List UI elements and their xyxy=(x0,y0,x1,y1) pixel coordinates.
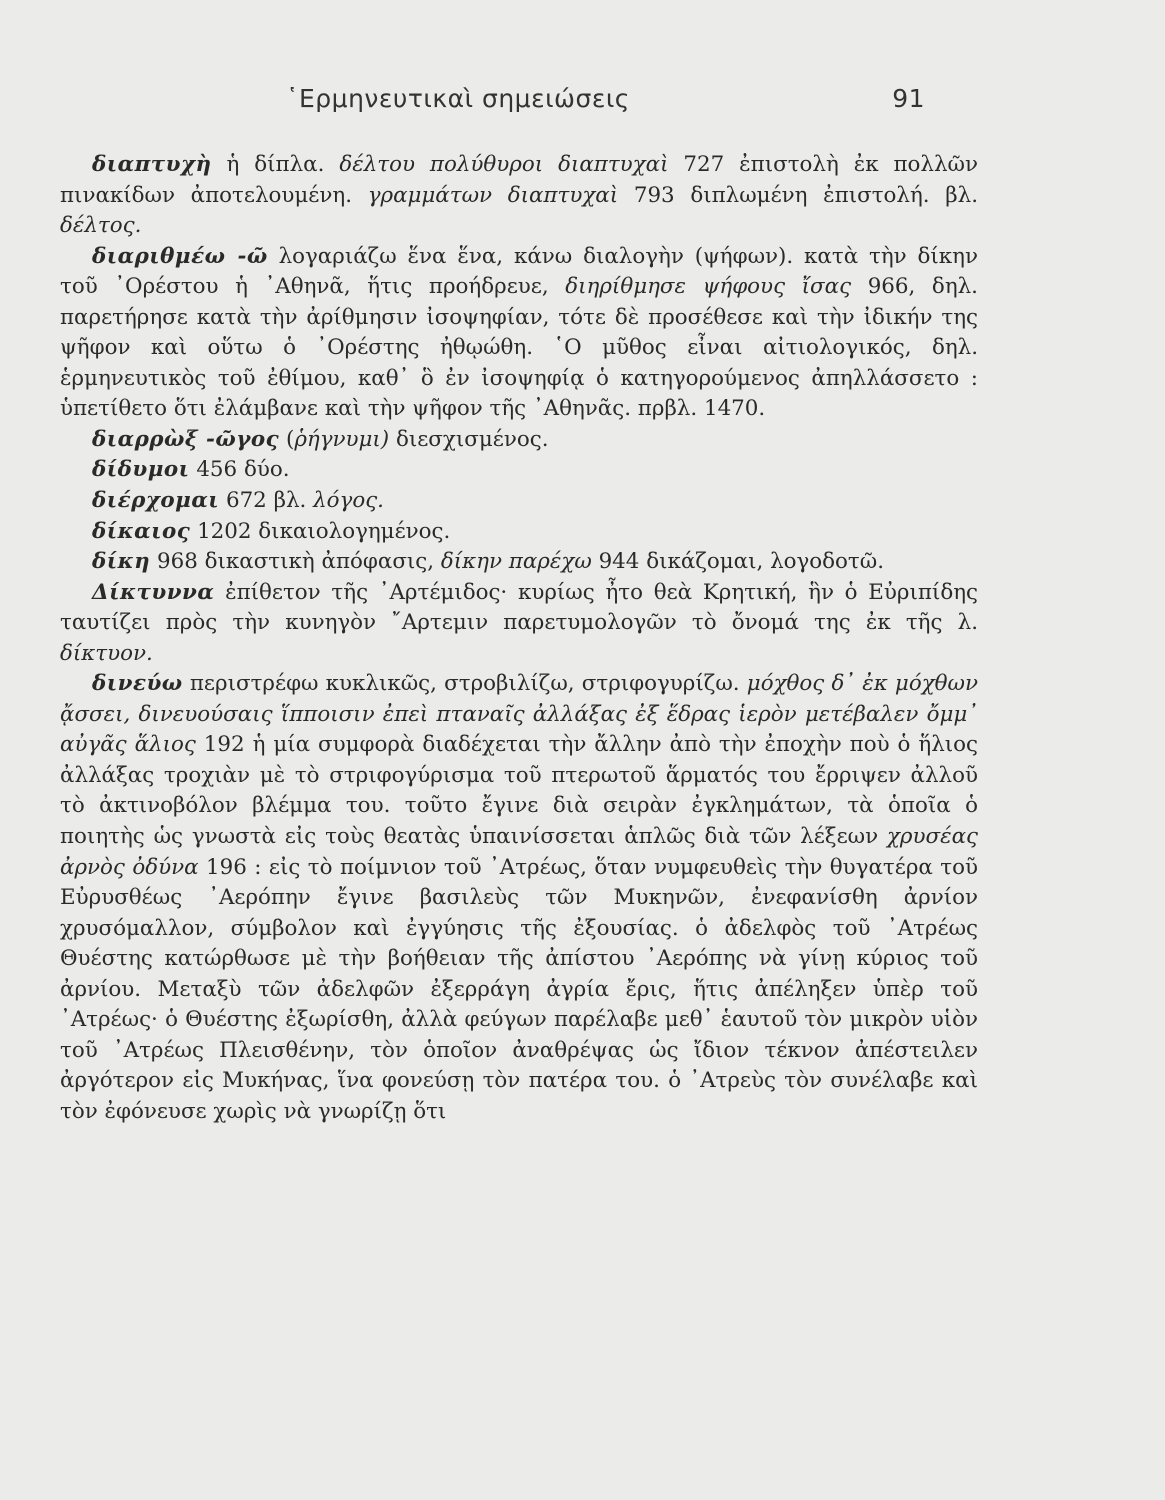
glossary-entry xyxy=(60,669,978,1127)
entry-text: 793 διπλωμένη ἐπιστολή. βλ. xyxy=(618,182,978,208)
page-number: 91 xyxy=(892,84,925,113)
entry-text: διεσχισμένος. xyxy=(389,426,549,452)
quotation: λόγος. xyxy=(313,488,384,514)
headword: διαπτυχὴ xyxy=(92,152,212,177)
glossary-entry xyxy=(60,578,978,670)
headword: διαριθμέω -ῶ xyxy=(92,243,268,269)
glossary-entry xyxy=(60,150,978,242)
running-title: ῾Ερμηνευτικαὶ σημειώσεις xyxy=(286,84,630,113)
entry-text: ( xyxy=(279,426,295,452)
glossary-entry xyxy=(60,547,978,578)
entry-text: 727 ἐπιστολὴ ἐκ πολλῶν πινακίδων ἀποτελουμένη. xyxy=(60,152,978,208)
entry-text: 968 δικαστικὴ ἀπόφασις, xyxy=(150,549,441,575)
entry-text: λογαριάζω ἕνα ἕνα, κάνω διαλογὴν (ψήφων). κατὰ τὴν δίκην τοῦ ᾿Ορέστου ἡ ᾿Αθηνᾶ, ἥτις προήδρευε, xyxy=(60,243,978,300)
headword: διαρρὼξ -ῶγος xyxy=(92,426,280,452)
entry-text: 196 : εἰς τὸ ποίμνιον τοῦ ᾿Ατρέως, ὅταν νυμφευθεὶς τὴν θυγατέρα τοῦ Εὐρυσθέως ᾿Αερόπην ἔγινε βασιλεὺς τῶν Μυκηνῶν, ἐνεφανίσθη ἀρνίον χρυσόμαλλον, σύμβολον καὶ ἐγγύησις τῆς ἐξουσίας. ὁ ἀδελφὸς τοῦ ᾿Ατρέως Θυέστης κατώρθωσε μὲ τὴν βοήθειαν τῆς ἀπίστου ᾿Αερόπης νὰ γίνῃ κύριος τοῦ ἀρνίου. Μεταξὺ τῶν ἀδελφῶν ἐξερράγη ἀγρία ἔρις, ἥτις ἀπέληξεν ὑπὲρ τοῦ ᾿Ατρέως· ὁ Θυέστης ἐξωρίσθη, ἀλλὰ φεύγων παρέλαβε μεθ᾿ ἑαυτοῦ τὸν μικρὸν υἱὸν τοῦ ᾿Ατρέως Πλεισθένην, τὸν ὁποῖον ἀναθρέψας ὡς ἴδιον τέκνον ἀπέστειλεν ἀργότερον εἰς Μυκήνας, ἵνα φονεύσῃ τὸν πατέρα του. ὁ ᾿Ατρεὺς τὸν συνέλαβε καὶ τὸν ἐφόνευσε χωρὶς νὰ γνωρίζῃ ὅτι xyxy=(60,854,979,1124)
running-header xyxy=(286,84,925,113)
entry-text: 672 βλ. xyxy=(219,488,314,514)
glossary-entry xyxy=(60,517,978,548)
quotation: δίκην παρέχω xyxy=(440,549,592,575)
headword: δίκαιος xyxy=(92,518,191,544)
quotation: διηρίθμησε ψήφους ἴσας xyxy=(565,274,852,300)
glossary-entry xyxy=(60,425,978,456)
entry-text: ἡ δίπλα. xyxy=(211,152,340,177)
glossary-entry xyxy=(60,486,978,517)
entry-text: 966, δηλ. παρετήρησε κατὰ τὴν ἀρίθμησιν ἰσοψηφίαν, τότε δὲ προσέθεσε καὶ τὴν ἰδικήν της ψῆφον καὶ οὕτω ὁ ᾿Ορέστης ἠθῳώθη. ῾Ο μῦθος εἶναι αἰτιολογικός, δηλ. ἑρμηνευτικὸς τοῦ ἐθίμου, καθ᾿ ὃ ἐν ἰσοψηφίᾳ ὁ κατηγορούμενος ἀπηλλάσσετο : ὑπετίθετο ὅτι ἐλάμβανε καὶ τὴν ψῆφον τῆς ᾿Αθηνᾶς. πρβλ. 1470. xyxy=(60,274,978,422)
glossary-text xyxy=(60,150,978,1128)
entry-text: περιστρέφω κυκλικῶς, στροβιλίζω, στριφογυρίζω. xyxy=(182,671,747,697)
headword: Δίκτυννα xyxy=(92,579,215,605)
entry-text: 944 δικάζομαι, λογοδοτῶ. xyxy=(591,549,885,575)
quotation: ῥήγνυμι) xyxy=(294,426,390,452)
headword: δίδυμοι xyxy=(92,457,190,483)
entry-text: ἐπίθετον τῆς ᾿Αρτέμιδος· κυρίως ἦτο θεὰ Κρητική, ἣν ὁ Εὐριπίδης ταυτίζει πρὸς τὴν κυνηγὸν ῎Αρτεμιν παρετυμολογῶν τὸ ὄνομά της ἐκ τῆς λ. xyxy=(60,579,978,636)
quotation: γραμμάτων διαπτυχαὶ xyxy=(367,182,619,208)
headword: δινεύω xyxy=(92,671,183,697)
glossary-entry xyxy=(60,455,978,486)
glossary-entry xyxy=(60,242,978,425)
headword: δίκη xyxy=(92,549,151,575)
headword: διέρχομαι xyxy=(92,488,220,514)
entry-text: 1202 δικαιολογημένος. xyxy=(190,518,451,544)
quotation: δέλτος. xyxy=(60,213,142,239)
entry-text: 192 ἡ μία συμφορὰ διαδέχεται τὴν ἄλλην ἀπὸ τὴν ἐποχὴν ποὺ ὁ ἥλιος ἀλλάξας τροχιὰν μὲ τὸ στριφογύρισμα τοῦ πτερωτοῦ ἅρματός του ἔρριψεν ἀλλοῦ τὸ ἀκτινοβόλον βλέμμα του. τοῦτο ἔγινε διὰ σειρὰν ἐγκλημάτων, τὰ ὁποῖα ὁ ποιητὴς ὡς γνωστὰ εἰς τοὺς θεατὰς ὑπαινίσσεται ἁπλῶς διὰ τῶν λέξεων xyxy=(60,732,978,850)
quotation: μόχθος δ᾿ ἐκ μόχθων ᾄσσει, δινευούσαις ἵπποισιν ἐπεὶ πταναῖς ἀλλάξας ἐξ ἕδρας ἱερὸν μετέβαλεν ὄμμ᾿ αὐγᾶς ἅλιος xyxy=(60,671,978,758)
quotation: χρυσέας ἀρνὸς ὀδύνα xyxy=(60,824,978,880)
entry-text: 456 δύο. xyxy=(189,457,290,483)
quotation: δέλτου πολύθυροι διαπτυχαὶ xyxy=(339,152,669,177)
quotation: δίκτυον. xyxy=(60,640,153,666)
